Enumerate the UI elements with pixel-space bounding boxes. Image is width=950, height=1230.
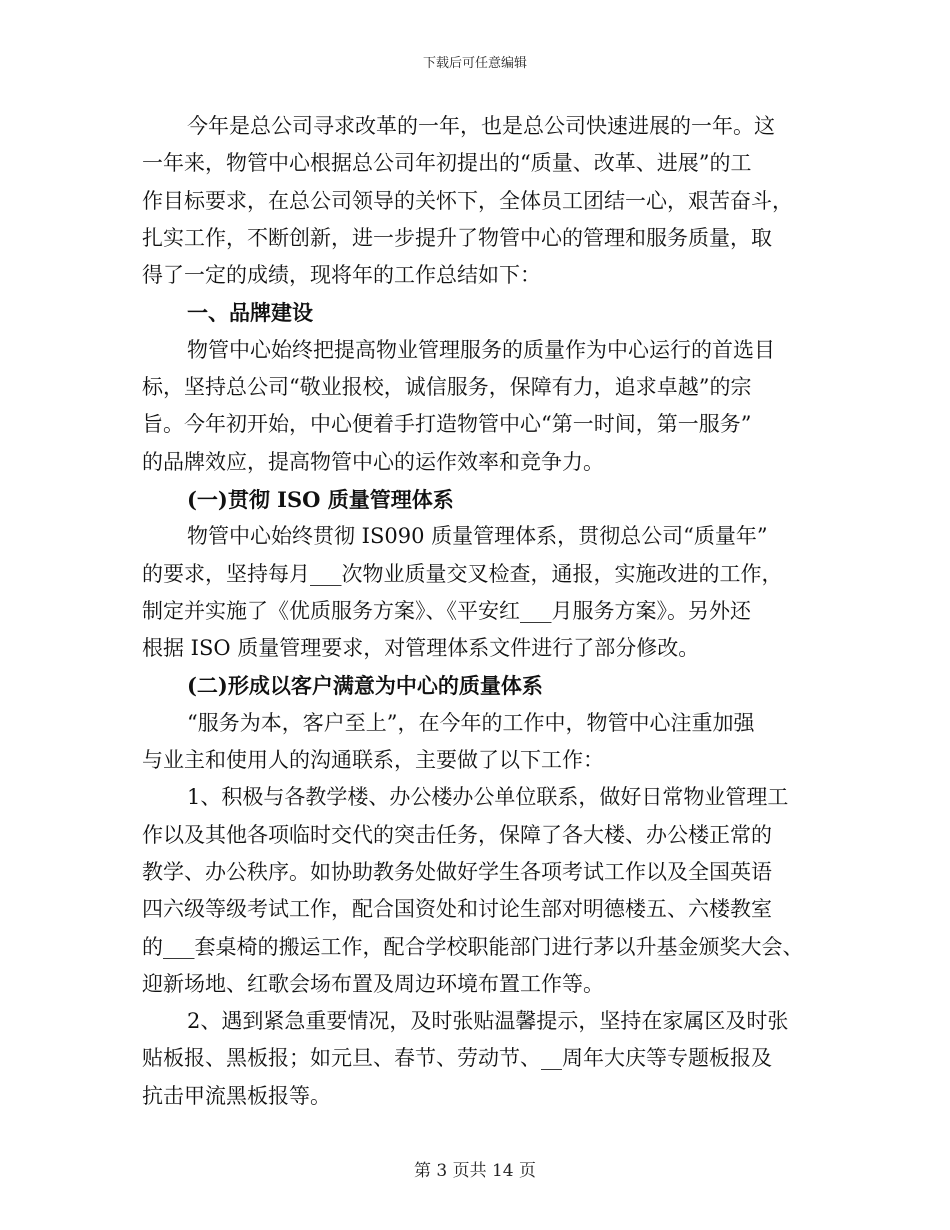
paragraph-line: 物管中心始终把提高物业管理服务的质量作为中心运行的首选目 — [187, 337, 775, 362]
document-body — [142, 108, 822, 1115]
paragraph-line: 一年来，物管中心根据总公司年初提出的“质量、改革、进展”的工 — [142, 151, 752, 176]
paragraph-line: 物管中心始终贯彻 IS090 质量管理体系，贯彻总公司“质量年” — [187, 524, 768, 549]
paragraph-line: 教学、办公秩序。如协助教务处做好学生各项考试工作以及全国英语 — [142, 859, 772, 884]
page-header: 下载后可任意编辑 — [422, 56, 527, 71]
paragraph-line: 根据 ISO 质量管理要求，对管理体系文件进行了部分修改。 — [142, 636, 700, 661]
paragraph-line: 得了一定的成绩，现将年的工作总结如下： — [142, 263, 541, 288]
paragraph-line: 与业主和使用人的沟通联系，主要做了以下工作： — [142, 748, 604, 773]
paragraph-line: 作目标要求，在总公司领导的关怀下，全体员工团结一心，艰苦奋斗， — [142, 188, 793, 213]
paragraph-line: 四六级等级考试工作，配合国资处和讨论生部对明德楼五、六楼教室 — [142, 897, 772, 922]
paragraph-line: 今年是总公司寻求改革的一年，也是总公司快速进展的一年。这 — [187, 114, 775, 138]
paragraph-line: 贴板报、黑板报；如元旦、春节、劳动节、__周年大庆等专题板报及 — [142, 1046, 772, 1071]
subsection-heading: (一)贯彻 ISO 质量管理体系 — [187, 486, 454, 512]
paragraph-line: 迎新场地、红歌会场布置及周边环境布置工作等。 — [142, 971, 604, 996]
paragraph-line: “服务为本，客户至上”，在今年的工作中，物管中心注重加强 — [187, 710, 755, 735]
paragraph-line: 旨。今年初开始，中心便着手打造物管中心“第一时间，第一服务” — [142, 412, 752, 437]
paragraph-line: 1、积极与各教学楼、办公楼办公单位联系，做好日常物业管理工 — [187, 785, 789, 810]
section-heading: 一、品牌建设 — [187, 300, 313, 326]
paragraph-line: 的品牌效应，提高物管中心的运作效率和竞争力。 — [142, 449, 604, 474]
paragraph-line: 的___套桌椅的搬运工作，配合学校职能部门进行茅以升基金颁奖大会、 — [142, 934, 804, 959]
paragraph-line: 扎实工作，不断创新，进一步提升了物管中心的管理和服务质量，取 — [142, 225, 772, 250]
paragraph-line: 标，坚持总公司“敬业报校，诚信服务，保障有力，追求卓越”的宗 — [142, 375, 752, 400]
paragraph-line: 抗击甲流黑板报等。 — [142, 1083, 331, 1108]
paragraph-line: 2、遇到紧急重要情况，及时张贴温馨提示，坚持在家属区及时张 — [187, 1009, 789, 1034]
page-footer: 第 3 页共 14 页 — [413, 1161, 537, 1181]
paragraph-line: 作以及其他各项临时交代的突击任务，保障了各大楼、办公楼正常的 — [142, 822, 772, 847]
paragraph-line: 的要求，坚持每月___次物业质量交叉检查，通报，实施改进的工作， — [142, 561, 783, 586]
paragraph-line: 制定并实施了《优质服务方案》、《平安红___月服务方案》。另外还 — [142, 598, 751, 623]
subsection-heading: (二)形成以客户满意为中心的质量体系 — [187, 673, 543, 699]
